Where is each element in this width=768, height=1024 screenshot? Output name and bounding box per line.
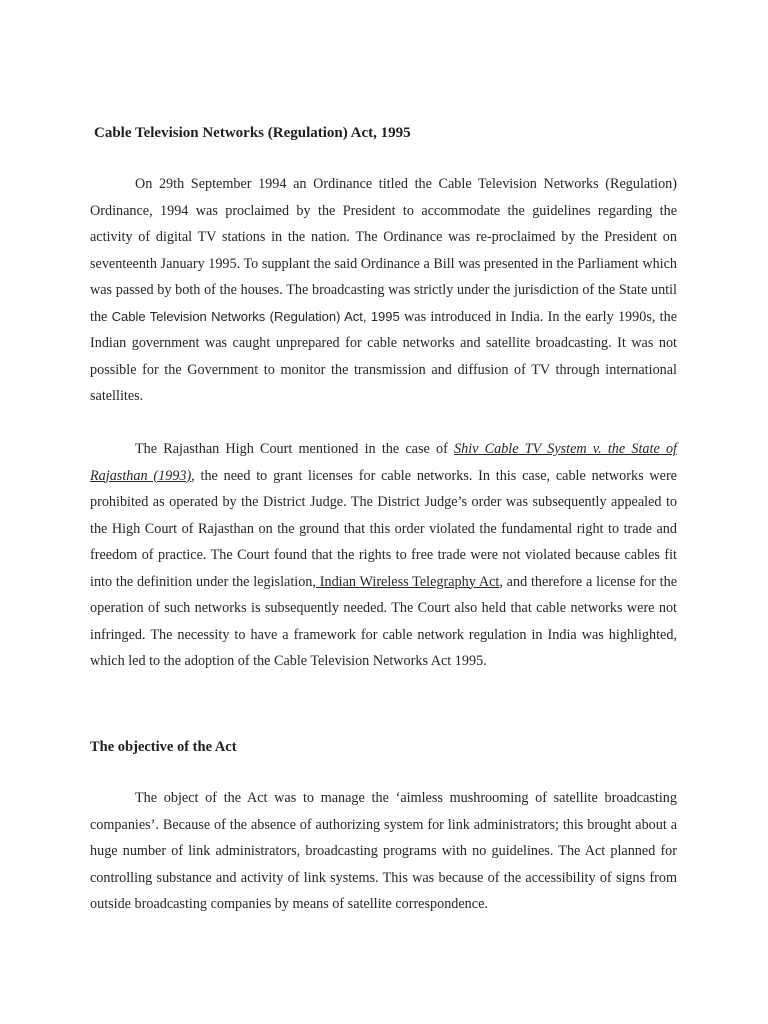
paragraph-objective: The object of the Act was to manage the ‘aimless mushrooming of satellite broadcasting companies’. Because of the absence of authorizing system for link administrators; this brought about a huge number of link administrators, broadcasting programs with no guidelines. The Act planned for controlling substance and activity of link systems. This was because of the accessibility of signs from outside broadcasting companies by means of satellite correspondence. xyxy=(90,790,677,912)
act-link-wireless-telegraphy[interactable]: Indian Wireless Telegraphy Act xyxy=(315,573,500,590)
paragraph-text: , the need to grant licenses for cable networks. In this case, cable networks were prohibited as operated by the District Judge. The District Judge’s order was subsequently appealed to the High Court of Rajasthan on the ground that this order violated the fundamental right to trade and freedom of practice. The Court found that the rights to free trade were not violated because cables fit into the definition under the legislation, xyxy=(90,467,677,590)
paragraph-text: On 29th September 1994 an Ordinance titled the Cable Television Networks (Regulation) Ordinance, 1994 was proclaimed by the President to accommodate the guidelines regarding the activity of digital TV stations in the nation. The Ordinance was re-proclaimed by the President on seventeenth January 1995. To supplant the said Ordinance a Bill was presented in the Parliament which was passed by both of the houses. The broadcasting was strictly under the jurisdiction of the State until the xyxy=(90,176,677,325)
paragraph-text: , and therefore a license for the operation of such networks is subsequently needed. The Court also held that cable networks were not infringed. The necessity to have a framework for cable network regulation in India was highlighted, which led to the adoption of the Cable Television Networks Act 1995. xyxy=(90,573,677,669)
case-link-shiv-cable[interactable]: Shiv Cable TV System v. the State of Rajasthan (1993) xyxy=(90,441,677,484)
paragraph-rajasthan-case xyxy=(90,436,677,675)
section-heading-objective: The objective of the Act xyxy=(90,739,237,755)
act-name-reference: Cable Television Networks (Regulation) Act, 1995 xyxy=(111,308,400,324)
document-title: Cable Television Networks (Regulation) Act, 1995 xyxy=(94,125,411,141)
paragraph-text: was introduced in India. In the early 1990s, the Indian government was caught unprepared for cable networks and satellite broadcasting. It was not possible for the Government to monitor the transmission and diffusion of TV through international satellites. xyxy=(90,308,678,404)
paragraph-text: The Rajasthan High Court mentioned in the case of xyxy=(135,441,455,457)
paragraph-ordinance-history xyxy=(90,171,677,410)
